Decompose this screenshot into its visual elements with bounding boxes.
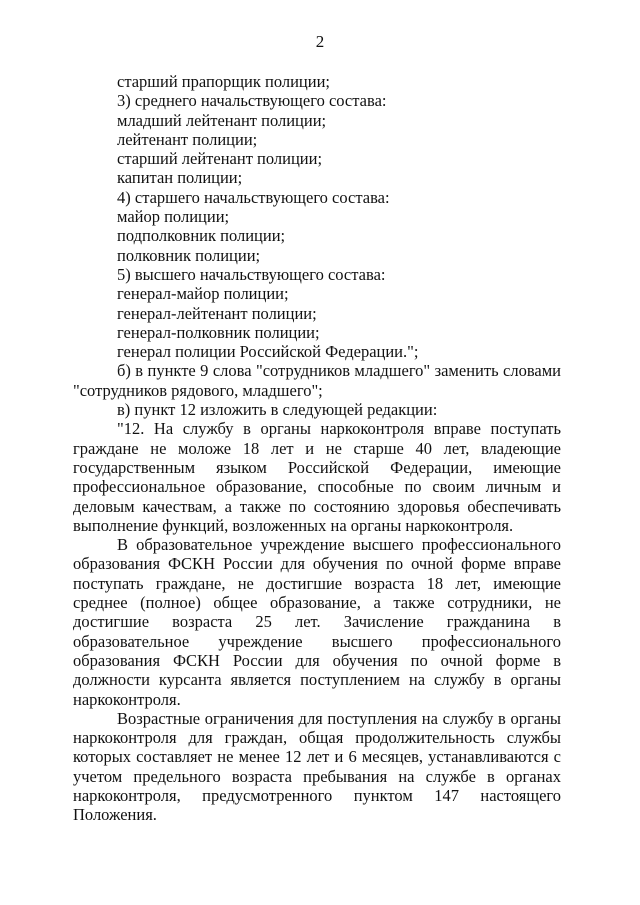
list-item: подполковник полиции; (117, 226, 286, 246)
page-number: 2 (315, 32, 325, 51)
paragraph-amendment-v: в) пункт 12 изложить в следующей редакции: (117, 400, 438, 420)
list-item: 4) старшего начальствующего состава: (117, 187, 390, 207)
document-body (73, 72, 561, 825)
paragraph-amendment-b: б) в пункте 9 слова "сотрудников младшего" заменить словами "сотрудников рядового, младшего"; (73, 361, 561, 400)
list-item: генерал-майор полиции; (117, 284, 289, 304)
rank-list (73, 72, 561, 361)
paragraph-age-limits: Возрастные ограничения для поступления на службу в органы наркоконтроля для граждан, общая продолжительность службы которых составляет не менее 12 лет и 6 месяцев, устанавливаются с учетом предельного возраста пребывания на службе в органах наркоконтроля, предусмотренного пунктом 147 настоящего Положения. (73, 708, 561, 825)
list-item: старший прапорщик полиции; (117, 72, 330, 91)
list-item: капитан полиции; (117, 168, 243, 188)
paragraph-education: В образовательное учреждение высшего профессионального образования ФСКН России для обучения по очной форме вправе поступать граждане, не достигшие возраста 18 лет, имеющие среднее (полное) общее образование, а также сотрудники, не достигшие возраста 25 лет. Зачисление гражданина в образовательное учреждение высшего профессионального образования ФСКН России для обучения по очной форме в должности курсанта является поступлением на службу в органы наркоконтроля. (73, 535, 561, 709)
list-item: 5) высшего начальствующего состава: (117, 264, 386, 284)
list-item: 3) среднего начальствующего состава: (117, 91, 387, 111)
list-item: генерал полиции Российской Федерации."; (117, 342, 419, 362)
list-item: генерал-полковник полиции; (117, 322, 320, 342)
list-item: младший лейтенант полиции; (117, 110, 327, 130)
list-item: генерал-лейтенант полиции; (117, 303, 317, 323)
paragraph-clause-12: "12. На службу в органы наркоконтроля вправе поступать граждане не моложе 18 лет и не старше 40 лет, владеющие государственным языком Российской Федерации, имеющие профессиональное образование, способные по своим личным и деловым качествам, а также по состоянию здоровья обеспечивать выполнение функций, возложенных на органы наркоконтроля. (73, 419, 561, 535)
list-item: майор полиции; (117, 207, 230, 227)
list-item: старший лейтенант полиции; (117, 149, 323, 169)
list-item: лейтенант полиции; (117, 129, 258, 149)
list-item: полковник полиции; (117, 245, 261, 265)
